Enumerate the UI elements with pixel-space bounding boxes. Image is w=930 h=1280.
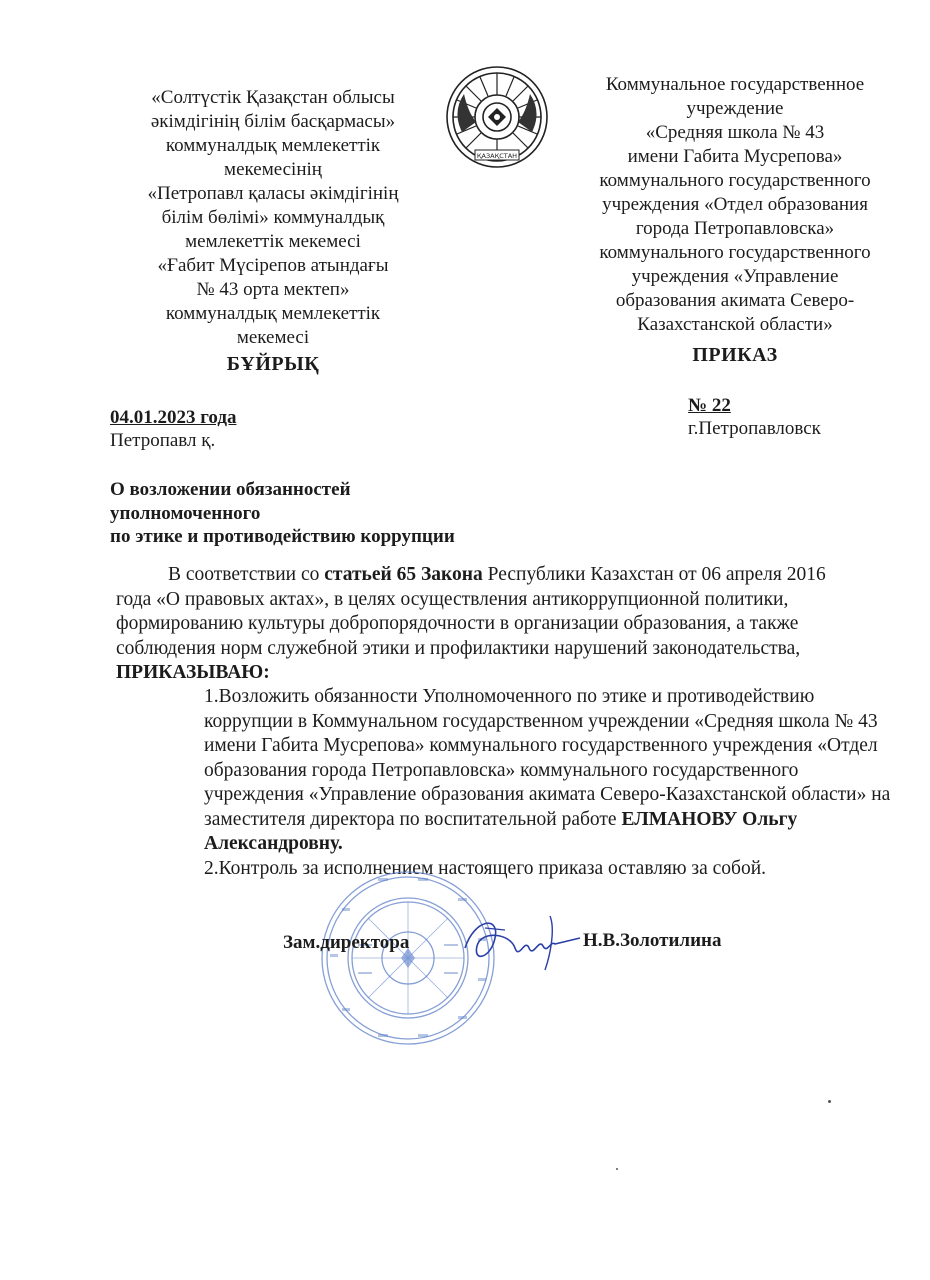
signer-name: Н.В.Золотилина xyxy=(583,930,722,951)
header-ru-line: «Средняя школа № 43 xyxy=(645,122,825,143)
header-ru-line: учреждения «Отдел образования xyxy=(602,194,868,215)
header-kz-line: «Солтүстік Қазақстан облысы xyxy=(151,87,395,108)
appointee-name: ЕЛМАНОВУ Ольгу Александровну. xyxy=(204,808,798,854)
header-ru-line: образования акимата Северо- xyxy=(615,290,855,311)
preamble-text: Республики Казахстан от 06 апреля 2016 года «О правовых актах», в целях осуществления антикоррупционной политики, формированию культуры добропорядочности в организации образования, а также соблюдения норм служебной этики и профилактики нарушений законодательства, xyxy=(116,564,826,659)
item-text: 1.Возложить обязанности Уполномоченного по этике и противодействию коррупции в Коммунальном государственном учреждении «Средняя школа № 43 имени Габита Мусрепова» коммунального государственного учреждения «Отдел образования города Петропавловска» коммунального государственного учреждения «Управление образования акимата Северо-Казахстанской области» на заместителя директора по воспитательной работе xyxy=(204,686,891,830)
doc-type-kz: БҰЙРЫҚ xyxy=(226,353,320,375)
number-block xyxy=(688,394,821,440)
header-kz-line: мекемесінің xyxy=(224,159,322,180)
order-item-2: 2.Контроль за исполнением настоящего приказа оставляю за собой. xyxy=(204,857,767,879)
scan-speck xyxy=(828,1100,831,1103)
header-ru-line: коммунального государственного xyxy=(599,170,871,191)
city-kz: Петропавл қ. xyxy=(110,430,216,451)
signer-position: Зам.директора xyxy=(283,932,410,953)
header-ru-line: города Петропавловска» xyxy=(635,218,835,239)
header-kz-line: мекемесі xyxy=(236,327,310,348)
header-kz-line: мемлекеттік мекемесі xyxy=(185,231,361,252)
header-kz-line: «Петропавл қаласы әкімдігінің xyxy=(147,183,399,204)
header-kz-line: коммуналдық мемлекеттік xyxy=(165,303,381,324)
order-date: 04.01.2023 года xyxy=(110,407,237,428)
subject-line: уполномоченного xyxy=(110,502,261,524)
preamble-text: В соответствии со xyxy=(168,564,325,585)
law-reference: статьей 65 Закона xyxy=(324,564,483,585)
header-kazakh xyxy=(108,86,438,376)
order-keyword: ПРИКАЗЫВАЮ: xyxy=(116,662,270,683)
header-ru-line: коммунального государственного xyxy=(599,242,871,263)
svg-text:ҚАЗАҚСТАН: ҚАЗАҚСТАН xyxy=(476,152,518,160)
header-ru-line: Казахстанской области» xyxy=(637,314,833,335)
order-item-1 xyxy=(204,685,898,857)
header-ru-line: учреждения «Управление xyxy=(631,266,839,287)
state-emblem-icon xyxy=(442,62,552,172)
subject-line: О возложении обязанностей xyxy=(110,479,351,500)
header-ru-line: учреждение xyxy=(686,98,784,119)
preamble-paragraph xyxy=(116,563,832,686)
header-ru-line: Коммунальное государственное xyxy=(605,74,865,95)
scan-speck xyxy=(616,1168,618,1170)
order-number: № 22 xyxy=(688,395,731,416)
header-kz-line: коммуналдық мемлекеттік xyxy=(165,135,381,156)
header-kz-line: «Ғабит Мүсірепов атындағы xyxy=(157,255,389,276)
header-ru-line: имени Габита Мусрепова» xyxy=(627,146,843,167)
date-block xyxy=(110,406,236,452)
header-kz-line: білім бөлімі» коммуналдық xyxy=(161,207,385,228)
header-kz-line: әкімдігінің білім басқармасы» xyxy=(150,111,396,132)
signature-block xyxy=(283,930,803,970)
header-russian xyxy=(570,73,900,367)
order-items xyxy=(204,685,898,881)
subject-line: по этике и противодействию коррупции xyxy=(110,526,455,547)
city-ru: г.Петропавловск xyxy=(688,418,821,439)
doc-type-ru: ПРИКАЗ xyxy=(692,344,778,366)
header-kz-line: № 43 орта мектеп» xyxy=(196,279,350,300)
order-subject xyxy=(110,478,530,549)
